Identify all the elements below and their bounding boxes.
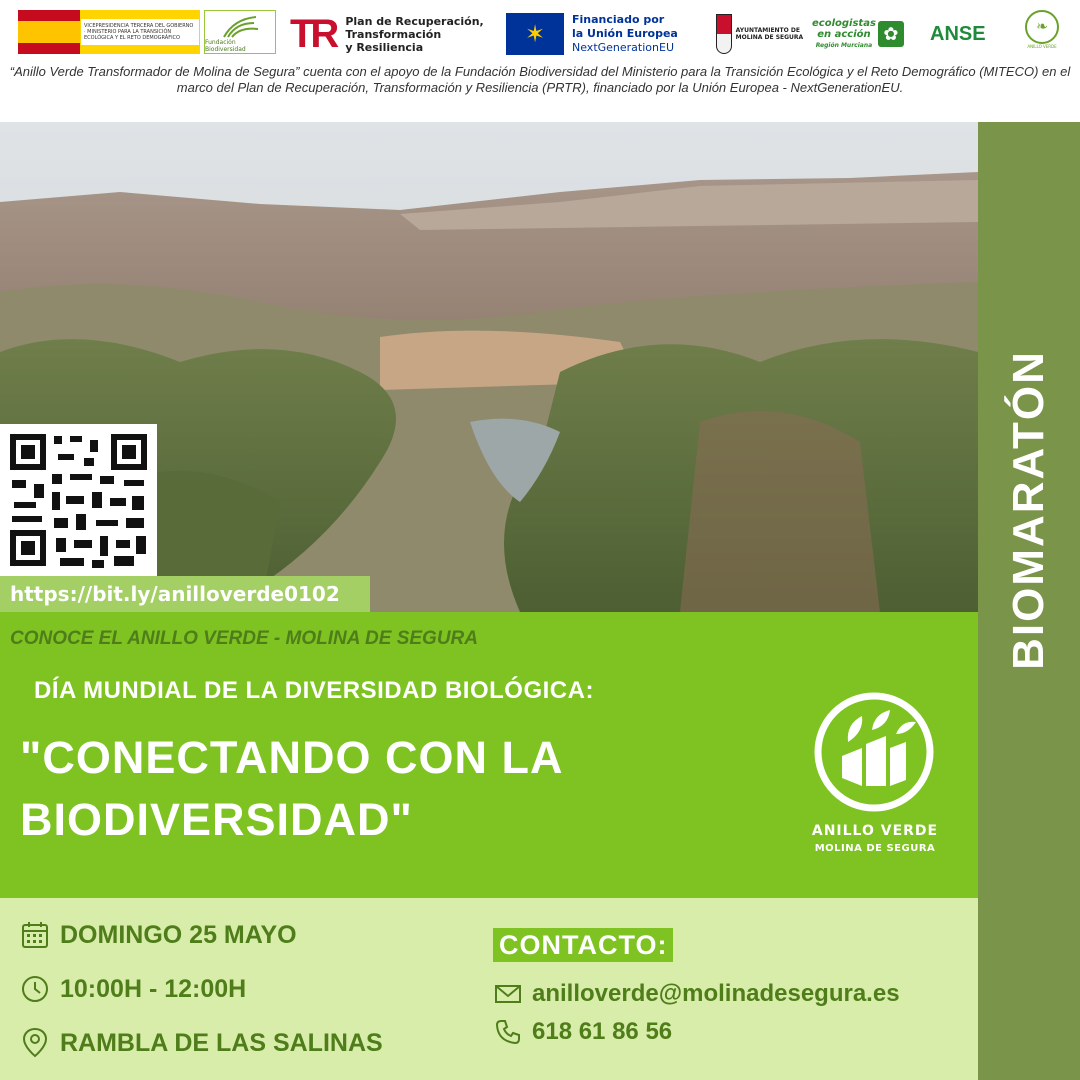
town-shield-icon <box>716 14 732 54</box>
ayuntamiento-label: AYUNTAMIENTO DE MOLINA DE SEGURA <box>735 27 804 41</box>
brand-line-2: MOLINA DE SEGURA <box>814 843 936 854</box>
event-link[interactable]: https://bit.ly/anilloverde0102 <box>0 576 370 612</box>
brand-line-1: ANILLO VERDE <box>811 823 939 839</box>
event-date-row <box>20 920 297 950</box>
contact-email[interactable]: anilloverde@molinadesegura.es <box>532 980 900 1007</box>
anse-logo <box>930 10 1002 58</box>
event-subtitle: DÍA MUNDIAL DE LA DIVERSIDAD BIOLÓGICA: <box>34 677 594 704</box>
event-time-row <box>20 974 246 1004</box>
anillo-verde-small-logo <box>1020 10 1064 58</box>
event-place-row <box>20 1026 383 1060</box>
eu-line-1: Financiado por <box>572 13 665 26</box>
biomaraton-label: BIOMARATÓN <box>1004 350 1054 670</box>
tr-mark-icon: TR <box>290 11 336 56</box>
anillo-small-label: ANILLO VERDE <box>1027 44 1057 49</box>
leaf-icon: ❧ <box>1025 10 1059 44</box>
eco-line-3: Región Murciana <box>815 41 873 49</box>
ayuntamiento-logo <box>716 10 806 58</box>
fundacion-biodiversidad-logo <box>204 10 276 54</box>
eco-line-1: ecologistas <box>812 17 876 29</box>
side-label-wrap <box>978 122 1080 898</box>
mail-icon <box>494 983 522 1005</box>
event-date: DOMINGO 25 MAYO <box>60 920 297 949</box>
contact-phone-row[interactable] <box>494 1018 672 1046</box>
contact-email-row[interactable] <box>494 980 900 1008</box>
eu-logo <box>506 10 686 58</box>
prtr-line-2: Transformación <box>345 27 442 41</box>
sunflower-icon: ✿ <box>878 21 904 47</box>
kicker-text: CONOCE EL ANILLO VERDE - MOLINA DE SEGURA <box>10 628 478 649</box>
ecologistas-logo <box>812 10 916 58</box>
anse-label: ANSE <box>930 22 986 45</box>
grass-icon <box>220 15 260 39</box>
fundacion-label: Fundación Biodiversidad <box>205 39 246 53</box>
spain-flag-icon <box>18 10 80 54</box>
event-title-line-2: BIODIVERSIDAD" <box>20 794 413 845</box>
eu-line-2: la Unión Europea <box>572 27 678 40</box>
gov-logo-text: VICEPRESIDENCIA TERCERA DEL GOBIERNO · MINISTERIO PARA LA TRANSICIÓN ECOLÓGICA Y EL RETO DEMOGRÁFICO <box>80 18 200 46</box>
contact-phone[interactable]: 618 61 86 56 <box>532 1018 673 1045</box>
calendar-icon <box>20 920 50 950</box>
eu-flag-icon: ✶ <box>506 13 564 55</box>
prtr-line-1: Plan de Recuperación, <box>345 14 484 28</box>
gobierno-espana-logo <box>18 10 200 54</box>
eu-line-3: NextGenerationEU <box>572 41 674 54</box>
contact-heading: CONTACTO: <box>493 928 673 962</box>
event-time: 10:00H - 12:00H <box>60 974 247 1003</box>
location-pin-icon <box>20 1026 50 1060</box>
clock-icon <box>20 974 50 1004</box>
qr-code[interactable] <box>0 424 157 576</box>
prtr-logo <box>290 10 500 58</box>
anillo-verde-logo <box>812 690 936 814</box>
funding-credit: “Anillo Verde Transformador de Molina de Segura” cuenta con el apoyo de la Fundación Biodiversidad del Ministerio para la Transición Ecológica y el Reto Demográfico (MITECO) en el marco del Plan de Recuperación, Transformación y Resiliencia (PRTR), financiado por la Unión Europea - NextGenerationEU. <box>9 64 1071 95</box>
anillo-verde-emblem-icon <box>812 690 936 814</box>
phone-icon <box>494 1018 522 1046</box>
eco-line-2: en acción <box>817 28 871 40</box>
event-place: RAMBLA DE LAS SALINAS <box>60 1028 383 1057</box>
event-title-line-1: "CONECTANDO CON LA <box>20 732 564 783</box>
sponsor-logo-band <box>0 0 1080 64</box>
prtr-line-3: y Resiliencia <box>345 40 424 54</box>
